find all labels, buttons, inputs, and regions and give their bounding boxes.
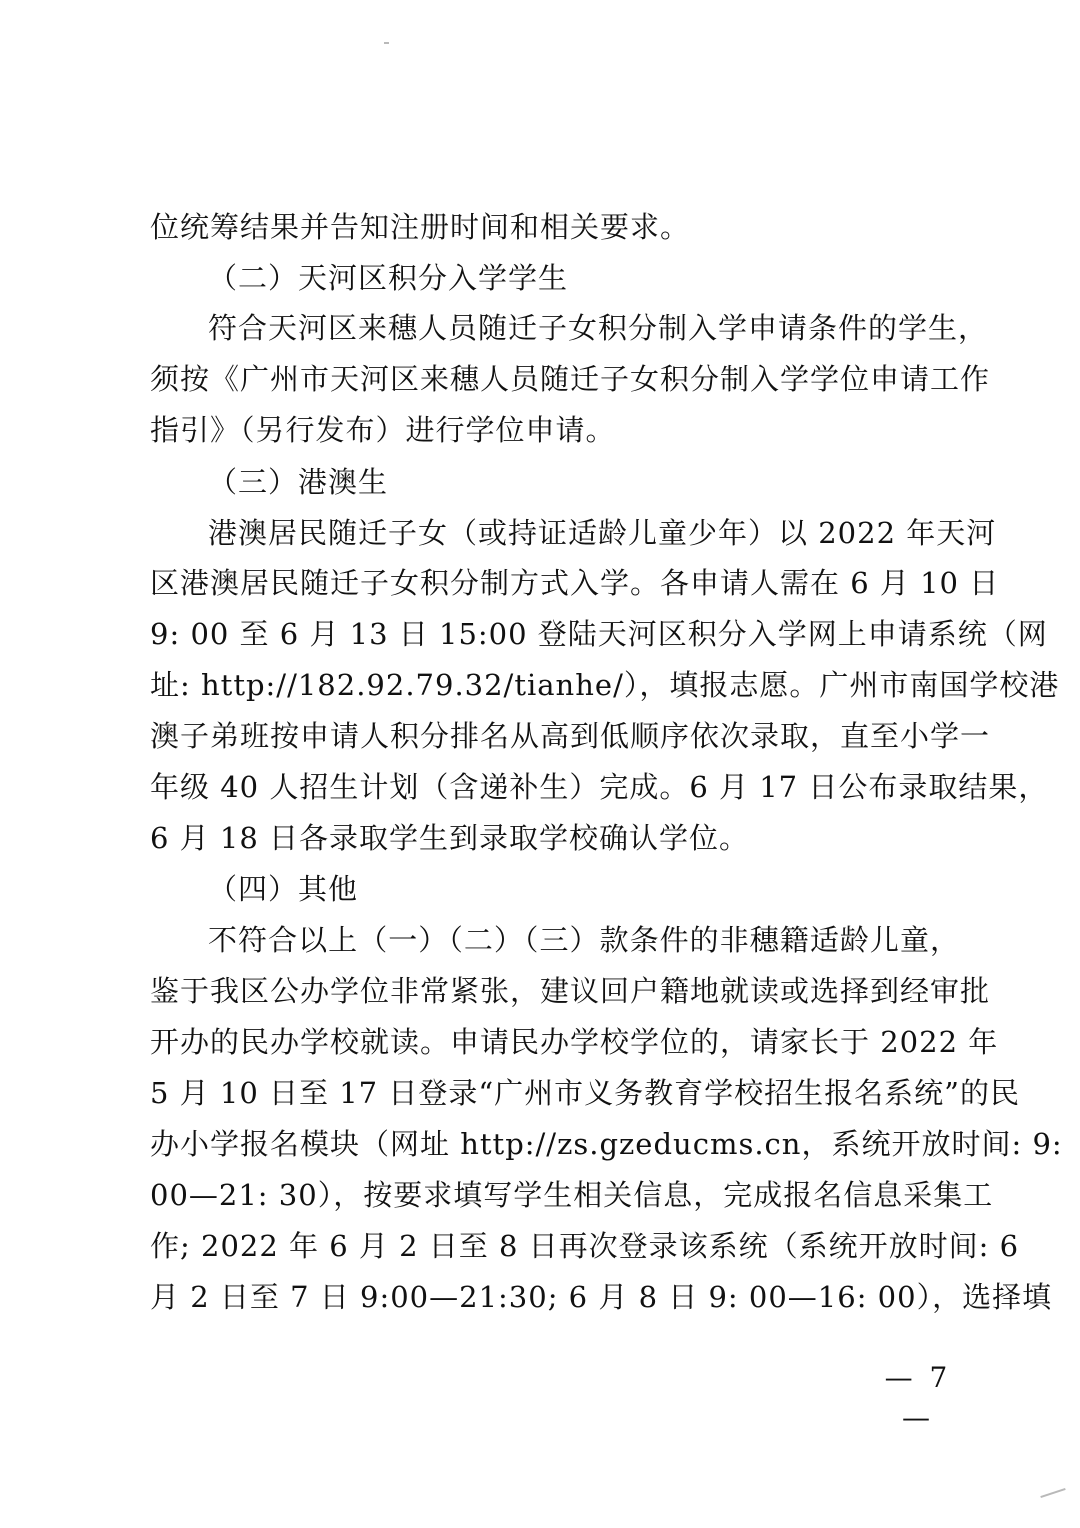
section-heading-3: （三）港澳生 — [208, 465, 389, 499]
paragraph-line: 符合天河区来穗人员随迁子女积分制入学申请条件的学生， — [208, 311, 989, 345]
paragraph-line: 港澳居民随迁子女（或持证适龄儿童少年）以 2022 年天河 — [208, 516, 997, 550]
paragraph-line: 年级 40 人招生计划（含递补生）完成。6 月 17 日公布录取结果， — [150, 770, 1049, 804]
paragraph-line-continuation: 位统筹结果并告知注册时间和相关要求。 — [150, 210, 691, 244]
page-number: — 7 — — [884, 1361, 952, 1434]
paragraph-line: 鉴于我区公办学位非常紧张，建议回户籍地就读或选择到经审批 — [150, 974, 991, 1008]
section-heading-4: （四）其他 — [208, 872, 359, 906]
paragraph-line: 区港澳居民随迁子女积分制方式入学。各申请人需在 6 月 10 日 — [150, 566, 1000, 600]
paragraph-line: 月 2 日至 7 日 9:00—21:30; 6 月 8 日 9: 00—16: 00），选择填 — [150, 1280, 1053, 1314]
paragraph-line: 不符合以上（一）（二）（三）款条件的非穗籍适龄儿童， — [208, 923, 960, 957]
paragraph-line: 澳子弟班按申请人积分排名从高到低顺序依次录取，直至小学一 — [150, 719, 991, 753]
paragraph-line: 作; 2022 年 6 月 2 日至 8 日再次登录该系统（系统开放时间: 6 — [150, 1229, 1020, 1263]
paragraph-line: 址: http://182.92.79.32/tianhe/），填报志愿。广州市南国学校港 — [150, 668, 1060, 702]
scan-speck — [1040, 1488, 1065, 1498]
paragraph-line: 指引》（另行发布）进行学位申请。 — [150, 413, 616, 447]
paragraph-line: 9: 00 至 6 月 13 日 15:00 登陆天河区积分入学网上申请系统（网 — [150, 617, 1048, 651]
paragraph-line: 6 月 18 日各录取学生到录取学校确认学位。 — [150, 821, 750, 855]
paragraph-line: 00—21: 30），按要求填写学生相关信息，完成报名信息采集工 — [150, 1178, 994, 1212]
section-heading-2: （二）天河区积分入学学生 — [208, 261, 569, 295]
paragraph-line: 须按《广州市天河区来穗人员随迁子女积分制入学学位申请工作 — [150, 362, 991, 396]
paragraph-line: 开办的民办学校就读。申请民办学校学位的，请家长于 2022 年 — [150, 1025, 999, 1059]
scan-speck — [384, 42, 389, 44]
paragraph-line: 办小学报名模块（网址 http://zs.gzeducms.cn，系统开放时间: 9: — [150, 1127, 1063, 1161]
paragraph-line: 5 月 10 日至 17 日登录“广州市义务教育学校招生报名系统”的民 — [150, 1076, 1020, 1110]
